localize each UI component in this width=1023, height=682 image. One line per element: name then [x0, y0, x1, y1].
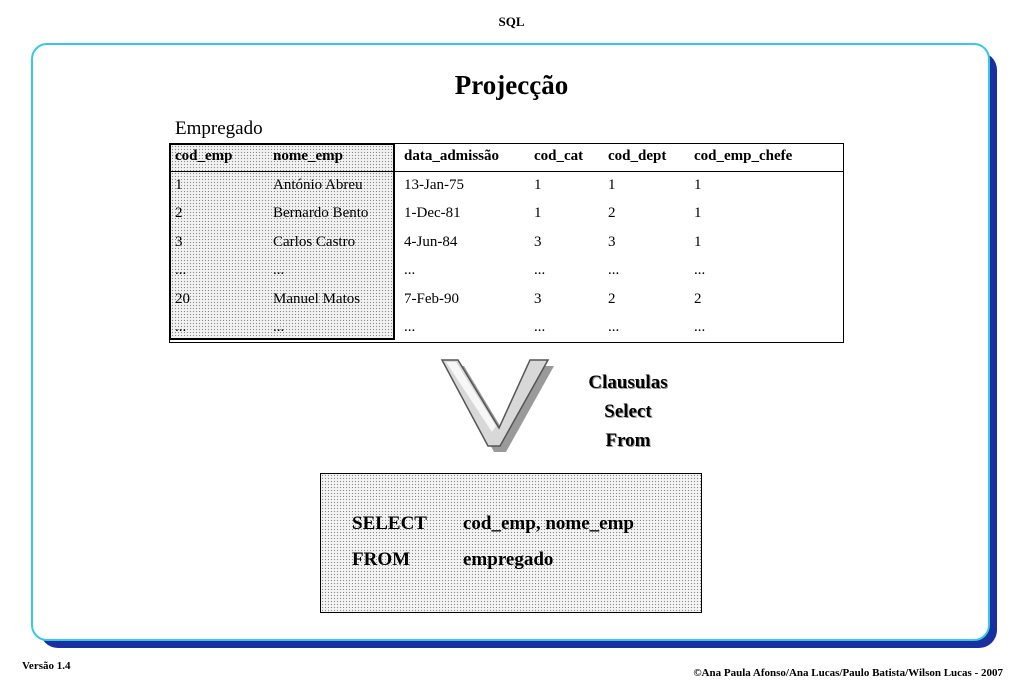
table-cell: 1 — [694, 234, 702, 250]
table-cell: ... — [404, 262, 416, 278]
table-cell: 4-Jun-84 — [404, 234, 458, 250]
table-cell: ... — [273, 262, 285, 278]
sql-select-keyword: SELECT — [352, 513, 427, 534]
table-cell: ... — [404, 319, 416, 335]
table-cell: ... — [534, 319, 546, 335]
column-header: cod_emp — [175, 148, 233, 164]
table-cell: ... — [175, 262, 187, 278]
table-cell: 13-Jan-75 — [404, 177, 464, 193]
table-cell: Manuel Matos — [273, 291, 361, 307]
clauses-line: Clausulas — [588, 372, 668, 393]
sql-from-keyword: FROM — [352, 549, 411, 570]
table-cell: 3 — [175, 234, 183, 250]
column-header: cod_dept — [608, 148, 667, 164]
copyright-label: ©Ana Paula Afonso/Ana Lucas/Paulo Batista/Wilson Lucas - 2007 — [693, 667, 1003, 679]
version-label: Versão 1.4 — [22, 660, 71, 672]
sql-from-table: empregado — [463, 549, 554, 570]
table-cell: ... — [608, 319, 620, 335]
column-header: data_admissão — [404, 148, 500, 164]
column-header: nome_emp — [273, 148, 343, 164]
table-cell: ... — [694, 319, 706, 335]
clauses-caption — [560, 368, 696, 455]
table-cell: Carlos Castro — [273, 234, 356, 250]
table-cell: Bernardo Bento — [273, 205, 369, 221]
table-cell: 2 — [694, 291, 702, 307]
table-cell: 2 — [608, 291, 616, 307]
slide-title: Projecção — [454, 70, 569, 100]
table-cell: 1 — [534, 205, 542, 221]
table-header-divider — [169, 171, 843, 172]
table-cell: 1 — [175, 177, 183, 193]
table-cell: 1 — [694, 177, 702, 193]
table-cell: ... — [694, 262, 706, 278]
table-caption: Empregado — [175, 118, 263, 139]
table-cell: 1 — [694, 205, 702, 221]
sql-select-fields: cod_emp, nome_emp — [463, 513, 634, 534]
column-header: cod_emp_chefe — [694, 148, 793, 164]
table-cell: ... — [273, 319, 285, 335]
table-cell: 2 — [175, 205, 183, 221]
table-cell: 2 — [608, 205, 616, 221]
sql-query-box — [320, 473, 702, 613]
clauses-line: From — [605, 430, 651, 451]
table-cell: António Abreu — [273, 177, 363, 193]
clauses-line: Select — [604, 401, 652, 422]
table-cell: 20 — [175, 291, 190, 307]
table-cell: 3 — [534, 234, 542, 250]
table-cell: ... — [175, 319, 187, 335]
slide-header: SQL — [498, 14, 525, 29]
table-cell: ... — [534, 262, 546, 278]
column-header: cod_cat — [534, 148, 584, 164]
table-cell: 3 — [534, 291, 542, 307]
table-cell: ... — [608, 262, 620, 278]
table-cell: 1 — [608, 177, 616, 193]
table-cell: 3 — [608, 234, 616, 250]
table-cell: 1 — [534, 177, 542, 193]
table-cell: 1-Dec-81 — [404, 205, 461, 221]
down-arrow-icon — [436, 358, 558, 456]
table-cell: 7-Feb-90 — [404, 291, 459, 307]
